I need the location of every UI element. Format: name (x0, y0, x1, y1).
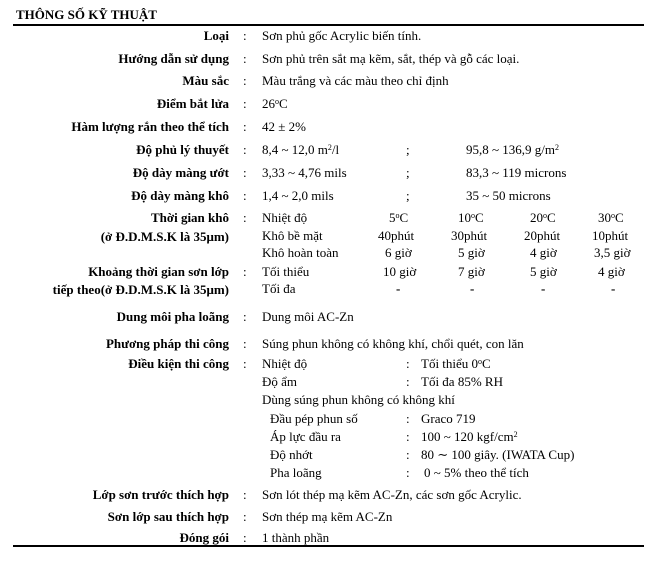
temp-10 (458, 210, 484, 225)
colon: : (406, 374, 410, 389)
colon: : (243, 356, 247, 371)
recoat-min-value: 5 giờ (530, 264, 557, 279)
row-value: 42 ± 2% (262, 119, 306, 134)
row-label: Hàm lượng rắn theo thể tích (71, 119, 229, 134)
condition-temp-value (421, 356, 491, 371)
row-label: Sơn lớp sau thích hợp (107, 509, 229, 524)
condition-humidity-label: Độ ẩm (262, 374, 298, 389)
recoat-max-dash: - (470, 281, 475, 296)
row-label: Hướng dẫn sử dụng (118, 51, 229, 66)
thinning-label: Pha loãng (270, 465, 322, 480)
temp-sup: o (395, 211, 400, 220)
pressure-value (421, 429, 518, 444)
row-label: Dung môi pha loãng (116, 309, 229, 324)
temp-20 (530, 210, 556, 225)
temp-5 (389, 210, 408, 225)
hard-dry-value: 3,5 giờ (594, 245, 631, 260)
row-value: Sơn thép mạ kẽm AC-Zn (262, 509, 393, 524)
value-main: Tối thiểu 0 (421, 356, 479, 371)
colon: : (406, 429, 410, 444)
row-value: Sơn phủ trên sắt mạ kẽm, sắt, thép và gỗ các loại. (262, 51, 520, 66)
hard-dry-label: Khô hoàn toàn (262, 245, 339, 260)
conditions-label: Điều kiện thi công (128, 356, 229, 371)
colon: : (243, 188, 247, 203)
value-metric (466, 142, 559, 157)
colon: : (243, 530, 247, 545)
value-main: 100 ~ 120 kgf/cm (421, 429, 514, 444)
value-unit: C (279, 96, 288, 111)
colon: : (243, 51, 247, 66)
nozzle-value: Graco 719 (421, 411, 476, 426)
nozzle-label: Đầu pép phun số (270, 411, 358, 426)
row-value: Màu trắng và các màu theo chỉ định (262, 73, 449, 88)
row-label: Độ phủ lý thuyết (136, 142, 229, 157)
value-mils (262, 142, 339, 157)
value-unit: C (482, 356, 491, 371)
recoat-max-dash: - (541, 281, 546, 296)
surface-dry-value: 20phút (524, 228, 561, 243)
recoat-max-dash: - (396, 281, 401, 296)
colon: : (243, 96, 247, 111)
hard-dry-value: 6 giờ (385, 245, 412, 260)
temp-sup: o (543, 211, 547, 220)
temp-unit: C (547, 210, 556, 225)
bottom-rule (13, 545, 644, 547)
colon: : (243, 309, 247, 324)
colon: : (243, 73, 247, 88)
recoat-max-dash: - (611, 281, 616, 296)
colon: : (243, 509, 247, 524)
temp-unit: C (615, 210, 624, 225)
colon: : (243, 119, 247, 134)
pressure-label: Áp lực đầu ra (270, 429, 341, 444)
temp-value: 5 (389, 210, 396, 225)
hard-dry-value: 5 giờ (458, 245, 485, 260)
colon: : (243, 165, 247, 180)
hard-dry-value: 4 giờ (530, 245, 557, 260)
colon: : (243, 142, 247, 157)
row-value: Sơn lót thép mạ kẽm AC-Zn, các sơn gốc Acrylic. (262, 487, 522, 502)
semicolon: ; (406, 142, 410, 157)
row-label: Lớp sơn trước thích hợp (92, 487, 229, 502)
surface-dry-value: 30phút (451, 228, 488, 243)
row-label: Độ dày màng ướt (132, 165, 229, 180)
colon: : (243, 210, 247, 225)
temp-sup: o (471, 211, 475, 220)
surface-dry-value: 10phút (592, 228, 629, 243)
recoat-min-label: Tối thiểu (262, 264, 310, 279)
temp-label: Nhiệt độ (262, 210, 308, 225)
colon: : (406, 465, 410, 480)
value-metric: 35 ~ 50 microns (466, 188, 551, 203)
recoat-min-value: 10 giờ (383, 264, 417, 279)
drying-label: Thời gian khô (150, 210, 229, 225)
value-sup: 2 (513, 430, 518, 439)
spray-heading: Dùng súng phun không có không khí (262, 392, 455, 407)
row-value: 1 thành phần (262, 530, 330, 545)
viscosity-label: Độ nhớt (270, 447, 313, 462)
drying-label-note: (ở Đ.D.M.S.K là 35μm) (100, 229, 229, 244)
row-label: Phương pháp thi công (105, 336, 229, 351)
surface-dry-label: Khô bề mặt (262, 228, 323, 243)
recoat-min-value: 4 giờ (598, 264, 625, 279)
temp-value: 30 (598, 210, 611, 225)
condition-temp-label: Nhiệt độ (262, 356, 308, 371)
colon: : (406, 411, 410, 426)
recoat-label: Khoảng thời gian sơn lớp (88, 264, 229, 279)
value-mils: 1,4 ~ 2,0 mils (262, 188, 334, 203)
value-sup: 2 (555, 143, 560, 152)
row-label: Màu sắc (182, 73, 229, 88)
colon: : (406, 447, 410, 462)
temp-sup: o (611, 211, 615, 220)
row-value (262, 96, 288, 111)
row-label: Điểm bắt lửa (156, 96, 229, 111)
row-value: Dung môi AC-Zn (262, 309, 354, 324)
semicolon: ; (406, 165, 410, 180)
temp-30 (598, 210, 624, 225)
thinning-value: 0 ~ 5% theo thể tích (424, 465, 529, 480)
value-sup: o (478, 357, 483, 366)
value-mils: 3,33 ~ 4,76 mils (262, 165, 347, 180)
colon: : (243, 336, 247, 351)
recoat-label-note: tiếp theo(ở Đ.D.M.S.K là 35μm) (52, 282, 229, 297)
top-rule (13, 24, 644, 26)
value-sup: o (275, 97, 279, 106)
value-sup: 2 (327, 143, 332, 152)
viscosity-value: 80 ∼ 100 giây. (IWATA Cup) (421, 447, 575, 462)
surface-dry-value: 40phút (378, 228, 415, 243)
row-label: Loại (203, 28, 229, 43)
row-value: Súng phun không có không khí, chổi quét, con lăn (262, 336, 524, 351)
row-label: Độ dày màng khô (131, 188, 229, 203)
recoat-max-label: Tối đa (262, 281, 296, 296)
row-value: Sơn phủ gốc Acrylic biến tính. (262, 28, 422, 43)
row-label: Đóng gói (179, 530, 229, 545)
colon: : (243, 264, 247, 279)
colon: : (243, 28, 247, 43)
condition-humidity-value: Tối đa 85% RH (421, 374, 503, 389)
value-unit: /l (331, 142, 340, 157)
page-title: THÔNG SỐ KỸ THUẬT (16, 7, 157, 22)
semicolon: ; (406, 188, 410, 203)
temp-value: 10 (458, 210, 471, 225)
recoat-min-value: 7 giờ (458, 264, 485, 279)
value-main: 26 (262, 96, 275, 111)
value-main: 95,8 ~ 136,9 g/m (466, 142, 556, 157)
value-metric: 83,3 ~ 119 microns (466, 165, 567, 180)
temp-value: 20 (530, 210, 543, 225)
colon: : (243, 487, 247, 502)
value-main: 8,4 ~ 12,0 m (262, 142, 328, 157)
temp-unit: C (399, 210, 409, 225)
temp-unit: C (475, 210, 484, 225)
colon: : (406, 356, 410, 371)
